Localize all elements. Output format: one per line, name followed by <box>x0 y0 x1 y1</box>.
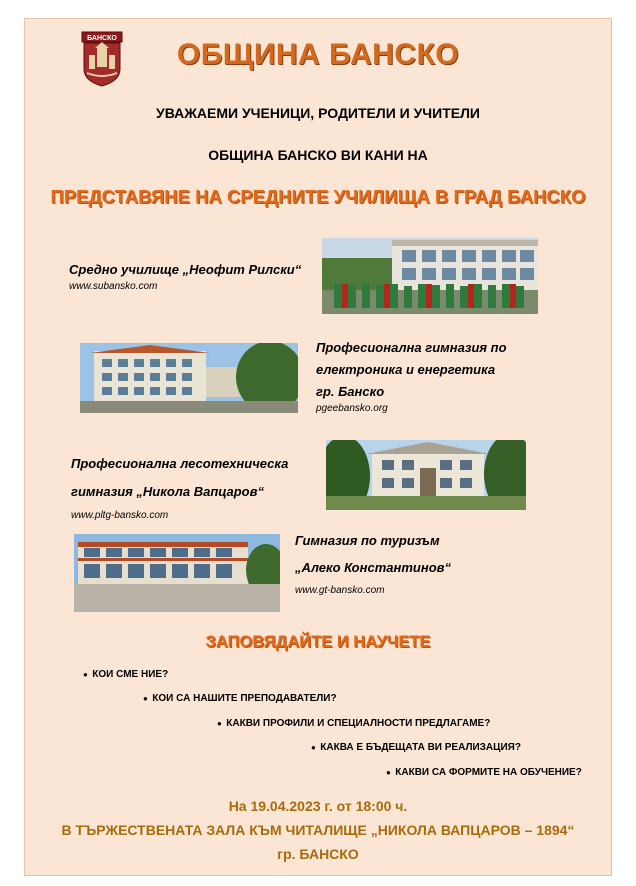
school-1-name: Средно училище „Неофит Рилски“ <box>69 262 302 277</box>
school-3-site: www.pltg-bansko.com <box>71 510 169 521</box>
school-4-name-line1: Гимназия по туризъм <box>295 533 440 548</box>
school-3-photo <box>326 440 526 510</box>
question-item: ● КАКВИ СА ФОРМИТЕ НА ОБУЧЕНИЕ? <box>386 767 582 778</box>
event-heading: ПРЕДСТАВЯНЕ НА СРЕДНИТЕ УЧИЛИЩА В ГРАД БАНСКО <box>50 186 586 207</box>
invite-heading: ОБЩИНА БАНСКО ВИ КАНИ НА <box>208 147 428 163</box>
school-4-photo <box>74 534 280 612</box>
school-3-name-line2: гимназия „Никола Вапцаров“ <box>71 484 264 499</box>
school-2-name-line1: Професионална гимназия по <box>316 340 507 355</box>
school-2-photo <box>80 343 298 413</box>
crest-label: БАНСКО <box>87 35 117 42</box>
event-date: На 19.04.2023 г. от 18:00 ч. <box>228 798 408 814</box>
event-venue: В ТЪРЖЕСТВЕНАТА ЗАЛА КЪМ ЧИТАЛИЩЕ „НИКОЛА ВАПЦАРОВ – 1894“ <box>61 822 575 838</box>
question-item: ● КАКВИ ПРОФИЛИ И СПЕЦИАЛНОСТИ ПРЕДЛАГАМЕ? <box>217 718 490 729</box>
school-2-name-line2: електроника и енергетика <box>316 362 496 377</box>
school-4-site: www.gt-bansko.com <box>295 585 385 596</box>
school-2-name-line3: гр. Банско <box>316 384 385 399</box>
event-city: гр. БАНСКО <box>277 846 359 862</box>
school-1-site: www.subansko.com <box>69 281 158 292</box>
school-1-photo <box>322 238 538 314</box>
page-title: ОБЩИНА БАНСКО <box>176 38 460 71</box>
question-item: ● КАКВА Е БЪДЕЩАТА ВИ РЕАЛИЗАЦИЯ? <box>311 742 521 753</box>
school-3-name-line1: Професионална лесотехническа <box>71 456 289 471</box>
greeting-heading: УВАЖАЕМИ УЧЕНИЦИ, РОДИТЕЛИ И УЧИТЕЛИ <box>156 105 480 121</box>
question-item: ● КОИ СМЕ НИЕ? <box>83 669 168 680</box>
question-item: ● КОИ СА НАШИТЕ ПРЕПОДАВАТЕЛИ? <box>143 693 337 704</box>
school-4-name-line2: „Алеко Константинов“ <box>295 560 451 575</box>
call-to-action-heading: ЗАПОВЯДАЙТЕ И НАУЧЕТЕ <box>205 633 431 651</box>
school-2-site: pgeebansko.org <box>316 403 388 414</box>
